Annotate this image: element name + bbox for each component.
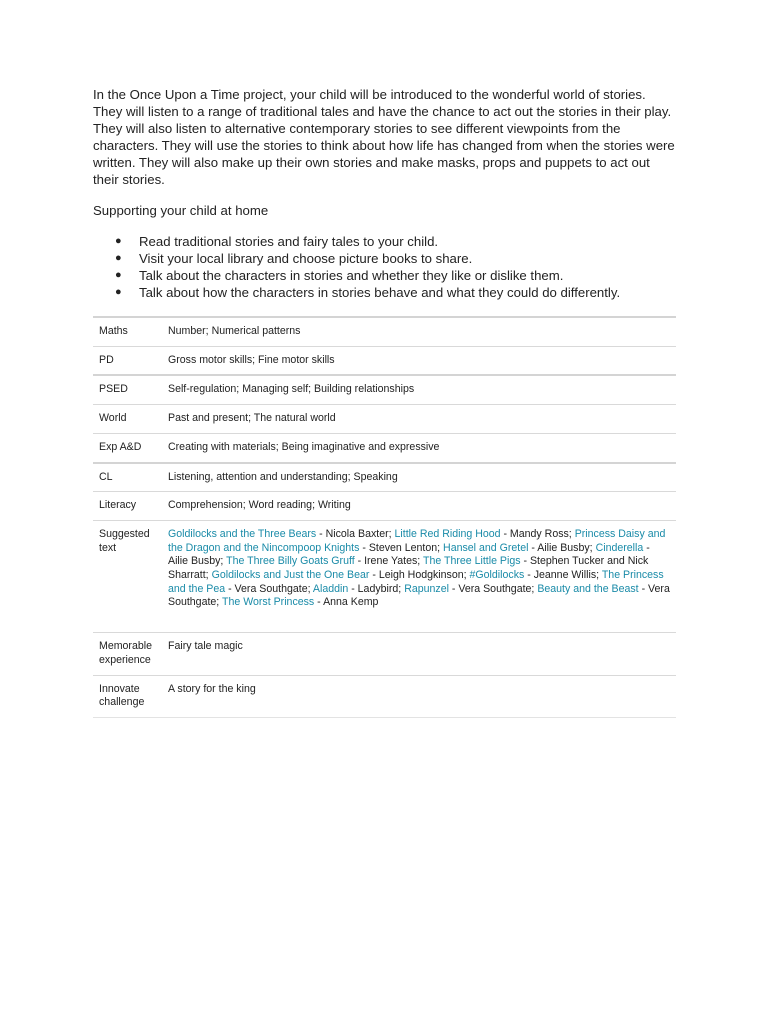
book-link[interactable]: Aladdin (312, 582, 349, 595)
row-value: Past and present; The natural world (168, 412, 336, 425)
book-link[interactable]: Cinderella (595, 541, 644, 554)
book-link[interactable]: Little Red Riding Hood (394, 527, 501, 540)
table-row (93, 633, 676, 675)
book-link[interactable]: The Three Little Pigs (422, 555, 521, 568)
row-value: Creating with materials; Being imaginative and expressive (168, 440, 440, 453)
book-link[interactable]: Hansel and Gretel (443, 541, 529, 554)
row-value: Fairy tale magic (168, 640, 243, 653)
support-heading: Supporting your child at home (93, 203, 269, 218)
document-page (93, 86, 676, 718)
row-label: Maths (99, 325, 128, 337)
book-link[interactable]: The Princess and the Pea (168, 569, 664, 595)
book-link[interactable]: The Worst Princess (222, 596, 315, 609)
row-value: Comprehension; Word reading; Writing (168, 499, 351, 512)
table-row (93, 492, 676, 521)
intro-paragraph: In the Once Upon a Time project, your child will be introduced to the wonderful world of stories. They will listen to a range of traditional tales and have the chance to act out the stories in their play. They will also listen to alternative contemporary stories to see different viewpoints from the characters. They will use the stories to think about how life has changed from when the stories were written. They will also make up their own stories and make masks, props and puppets to act out their stories. (93, 87, 675, 187)
row-label: Memorable experience (99, 640, 152, 666)
tips-list (93, 233, 676, 301)
bullet-icon: ● (115, 235, 122, 247)
book-link[interactable]: Goldilocks and Just the One Bear (211, 569, 370, 582)
table-row (93, 346, 676, 375)
table-row (93, 317, 676, 346)
bullet-icon: ● (115, 286, 122, 298)
book-link[interactable]: Rapunzel (404, 582, 449, 595)
row-value: Number; Numerical patterns (168, 325, 301, 337)
list-item: ● Read traditional stories and fairy tales to your child. (115, 234, 439, 249)
list-item: ● Visit your local library and choose picture books to share. (115, 251, 473, 266)
row-value: Self-regulation; Managing self; Building relationships (168, 383, 415, 396)
row-label: Suggested text (99, 527, 150, 554)
list-item: ● Talk about the characters in stories and whether they like or dislike them. (115, 268, 564, 283)
table-row (93, 405, 676, 434)
table-row (93, 463, 676, 492)
row-label: PD (99, 353, 114, 366)
row-label: PSED (99, 383, 128, 396)
row-label: World (99, 412, 127, 425)
curriculum-table (93, 316, 676, 718)
book-link[interactable]: Beauty and the Beast (537, 582, 639, 595)
row-label: Literacy (99, 499, 137, 512)
row-value: A story for the king (168, 682, 256, 695)
table-row (93, 433, 676, 462)
book-link[interactable]: Princess Daisy and the Dragon and the Nincompoop Knights (168, 527, 666, 554)
suggested-text-cell: Goldilocks and the Three Bears - Nicola Baxter; Little Red Riding Hood - Mandy Ross; Princess Daisy and the Dragon and the Nincompoop Knights - Steven Lenton; Hansel and Gretel - Ailie Busby; Cinderella - Ailie Busby; The Three Billy Goats Gruff - Irene Yates; The Three Little Pigs - Stephen Tucker and Nick Sharratt; Goldilocks and Just the One Bear - Leigh Hodgkinson; #Goldilocks - Jeanne Willis; The Princess and the Pea - Vera Southgate; Aladdin - Ladybird; Rapunzel - Vera Southgate; Beauty and the Beast - Vera Southgate; The Worst Princess - Anna Kemp (168, 527, 670, 609)
list-item: ● Talk about how the characters in stories behave and what they could do differently. (115, 285, 621, 300)
bullet-icon: ● (115, 252, 122, 264)
book-link[interactable]: The Three Billy Goats Gruff (226, 555, 355, 568)
row-value: Listening, attention and understanding; Speaking (168, 470, 398, 483)
bullet-icon: ● (115, 269, 122, 281)
row-label: Exp A&D (99, 440, 142, 453)
row-value: Gross motor skills; Fine motor skills (168, 353, 335, 366)
row-label: CL (99, 470, 113, 483)
table-row (93, 520, 676, 632)
table-row (93, 375, 676, 404)
book-link[interactable]: #Goldilocks (469, 569, 525, 582)
table-row (93, 675, 676, 717)
row-label: Innovate challenge (99, 682, 145, 709)
book-link[interactable]: Goldilocks and the Three Bears (168, 527, 317, 540)
